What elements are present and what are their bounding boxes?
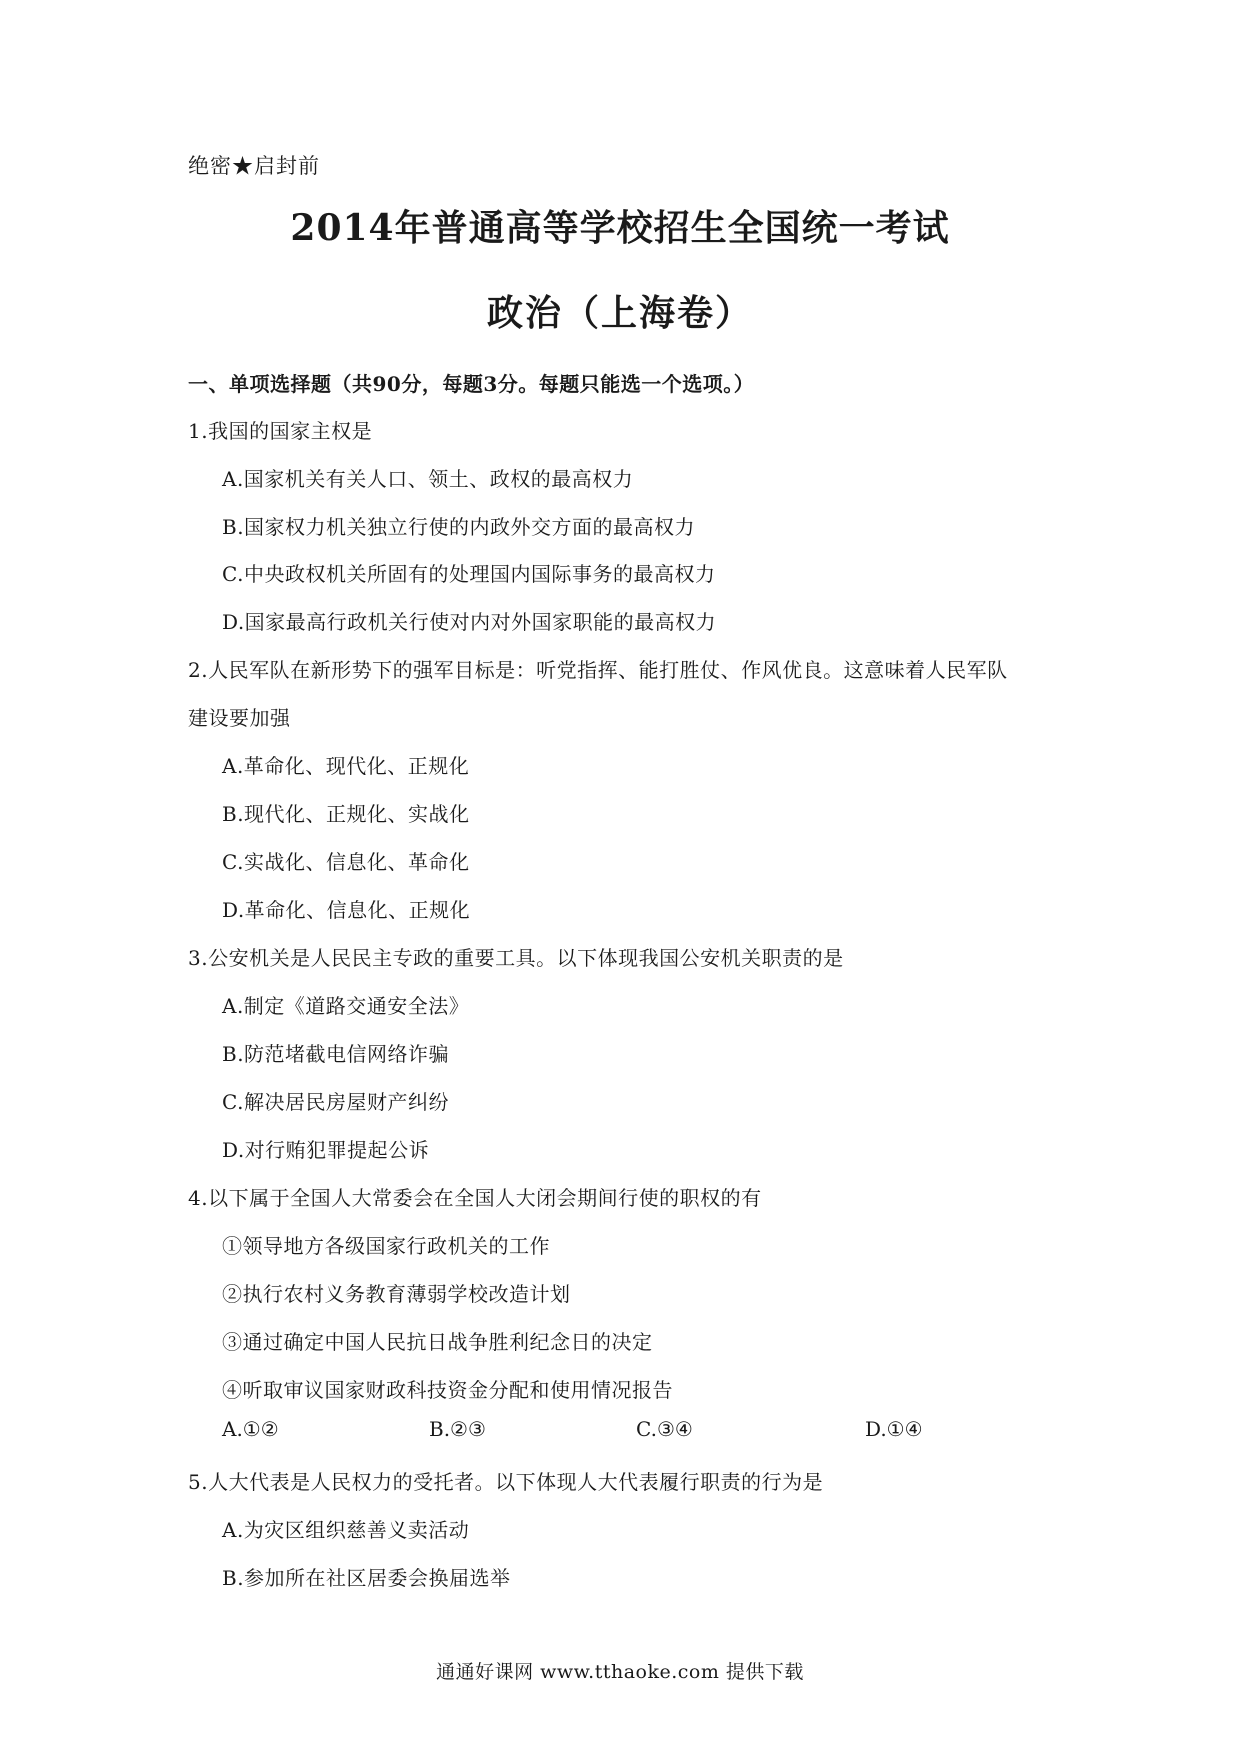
confidential-label: 绝密★启封前 xyxy=(188,154,320,178)
question-2-stem-line-1: 2.人民军队在新形势下的强军目标是：听党指挥、能打胜仗、作风优良。这意味着人民军队 xyxy=(188,658,1008,682)
exam-subtitle: 政治（上海卷） xyxy=(486,292,753,334)
question-3-option-b: B.防范堵截电信网络诈骗 xyxy=(222,1042,450,1066)
question-2-option-a: A.革命化、现代化、正规化 xyxy=(222,754,470,778)
question-1-stem: 1.我国的国家主权是 xyxy=(188,419,373,443)
exam-title: 2014年普通高等学校招生全国统一考试 xyxy=(290,207,950,249)
question-4-item-3: ③通过确定中国人民抗日战争胜利纪念日的决定 xyxy=(222,1330,653,1354)
question-2-stem-line-2: 建设要加强 xyxy=(188,706,291,730)
question-1-option-c: C.中央政权机关所固有的处理国内国际事务的最高权力 xyxy=(222,562,716,586)
question-5-stem: 5.人大代表是人民权力的受托者。以下体现人大代表履行职责的行为是 xyxy=(188,1470,824,1494)
question-4-item-2: ②执行农村义务教育薄弱学校改造计划 xyxy=(222,1282,571,1306)
question-4-option-c: C.③④ xyxy=(636,1417,693,1441)
question-4-option-a: A.①② xyxy=(222,1417,279,1441)
question-4-options-row xyxy=(222,1417,982,1447)
download-footer: 通通好课网 www.tthaoke.com 提供下载 xyxy=(436,1661,804,1683)
question-3-stem: 3.公安机关是人民民主专政的重要工具。以下体现我国公安机关职责的是 xyxy=(188,946,844,970)
question-3-option-c: C.解决居民房屋财产纠纷 xyxy=(222,1090,449,1114)
question-1-option-d: D.国家最高行政机关行使对内对外国家职能的最高权力 xyxy=(222,610,717,634)
question-4-option-b: B.②③ xyxy=(429,1417,486,1441)
question-1-option-a: A.国家机关有关人口、领土、政权的最高权力 xyxy=(222,467,634,491)
question-4-item-4: ④听取审议国家财政科技资金分配和使用情况报告 xyxy=(222,1378,673,1402)
question-2-option-d: D.革命化、信息化、正规化 xyxy=(222,898,471,922)
question-3-option-a: A.制定《道路交通安全法》 xyxy=(222,994,470,1018)
question-2-option-c: C.实战化、信息化、革命化 xyxy=(222,850,470,874)
question-2-option-b: B.现代化、正规化、实战化 xyxy=(222,802,470,826)
section-heading: 一、单项选择题（共90分，每题3分。每题只能选一个选项。） xyxy=(188,372,755,396)
question-5-option-a: A.为灾区组织慈善义卖活动 xyxy=(222,1518,470,1542)
question-4-option-d: D.①④ xyxy=(865,1417,923,1441)
question-3-option-d: D.对行贿犯罪提起公诉 xyxy=(222,1138,430,1162)
question-1-option-b: B.国家权力机关独立行使的内政外交方面的最高权力 xyxy=(222,515,696,539)
question-5-option-b: B.参加所在社区居委会换届选举 xyxy=(222,1566,511,1590)
question-4-stem: 4.以下属于全国人大常委会在全国人大闭会期间行使的职权的有 xyxy=(188,1186,762,1210)
question-4-item-1: ①领导地方各级国家行政机关的工作 xyxy=(222,1234,550,1258)
